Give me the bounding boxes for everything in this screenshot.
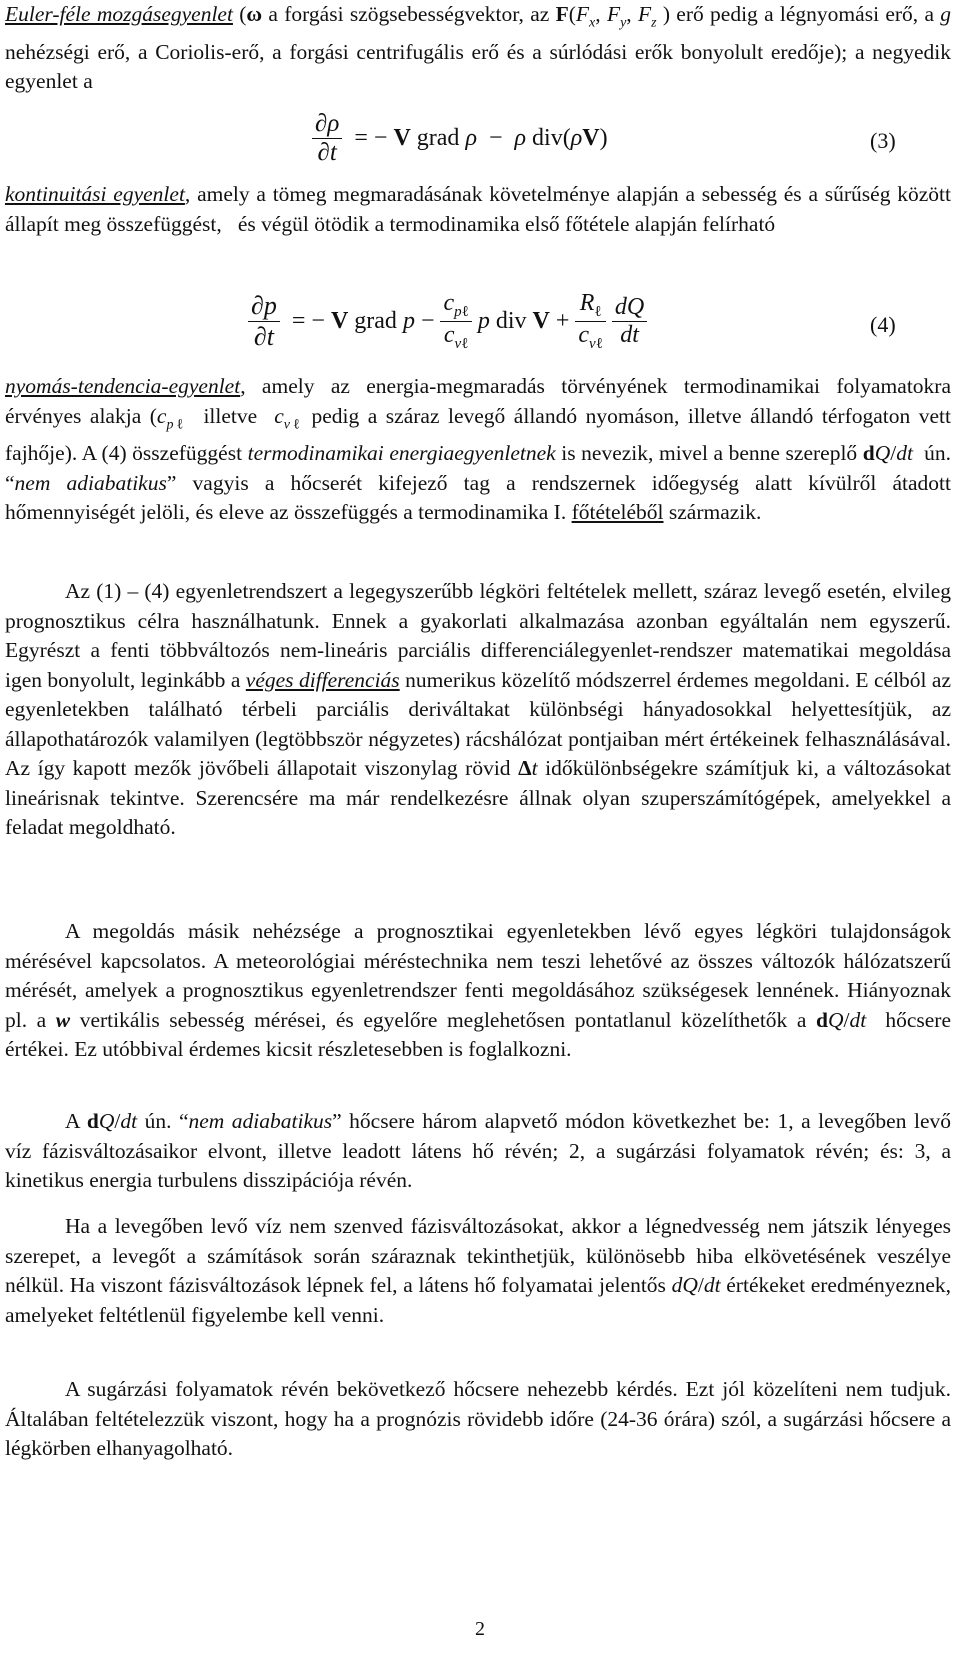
paragraph-kontinuitas: kontinuitási egyenlet, amely a tömeg megmaradásának követelménye alapján a sebesség és a sűrűség között állapít meg összefüggést, és végül ötödik a termodinamika első főtétele alapján felírható [5,182,951,236]
equation-3: $\frac{\partial\rho}{\partial t}$ = − V grad ρ − ρ div(ρV) (3) [0,110,960,174]
equation-4-number: (4) [870,312,896,337]
paragraph-nyomas-tendencia: nyomás-tendencia-egyenlet, amely az energia-megmaradás törvényének termodinamikai folyamatokra érvényes alakja ($c_{p\ell}$ illetve $c_{v\ell}$ pedig a száraz levegő állandó nyomáson, illetve állandó térfogaton vett fajhője). A (4) összefüggést termodinamikai energiaegyenletnek is nevezik, mivel a benne szereplő dQ/dt ún. “nem adiabatikus” vagyis a hőcserét kifejező tag a rendszernek időegység alatt kívülről átadott hőmennyiségét jelöli, és eleve az összefüggés a termodinamika I. főtételéből származik. [5,374,952,525]
page-number: 2 [475,1618,485,1640]
paragraph-egyenletrendszer: Az (1) – (4) egyenletrendszert a legegyszerűbb légköri feltételek mellett, száraz levegő esetén, elvileg prognosztikus célra használhatunk. Ennek a gyakorlati alkalmazása azonban egyáltalán nem egyszerű. Egyrészt a fenti többváltozós nem-lineáris parciális differenciálegyenlet-rendszer matematikai megoldása igen bonyolult, leginkább a véges differenciás numerikus közelítő módszerrel érdemes megoldani. E célból az egyenletekben található térbeli parciális deriváltakat különbségi hányadosokkal helyettesítjük, az állapothatározók valamilyen (legtöbbször négyzetes) rácshálózat pontjaiban mért értékeinek felhasználásával. Az így kapott mezők jövőbeli állapotait viszonylag rövid Δt időkülönbségekre számítjuk ki, a változásokat lineárisnak tekintve. Szerencsére ma már rendelkezésre állnak olyan szuperszámítógépek, amelyekkel a feladat megoldható. [5,579,952,839]
paragraph-sugarzas: A sugárzási folyamatok révén bekövetkező hőcsere nehezebb kérdés. Ezt jól közelíteni nem tudjuk. Általában feltételezzük viszont, hogy ha a prognózis rövidebb időre (24-36 órára) szól, a sugárzási hőcsere a légkörben elhanyagolható. [5,1377,951,1460]
paragraph-euler: Euler-féle mozgásegyenlet (ω a forgási szögsebességvektor, az $F(F_x$, $F_y$, $F_z$ ) erő pedig a légnyomási erő, a g nehézségi erő, a Coriolis-erő, a forgási centrifugális erő és a súrlódási erők bonyolult eredője); a negyedik egyenlet a [5,2,952,94]
paragraph-hocsere: A dQ/dt ún. “nem adiabatikus” hőcsere három alapvető módon következhet be: 1, a levegőben levő víz fázisváltozásaikor elvont, illetve leadott látens hő révén; 2, a sugárzási folyamatok révén; és: 3, a kinetikus energia turbulens disszipációja révén. [5,1109,951,1192]
equation-3-number: (3) [870,128,896,153]
paragraph-fazisvaltozas: Ha a levegőben levő víz nem szenved fázisváltozásokat, akkor a légnedvesség nem játszik lényeges szerepet, a levegőt a számítások során száraznak tekinthetjük, különösebb hiba elkövetésének veszélye nélkül. Ha viszont fázisváltozások lépnek fel, a látens hő folyamatai jelentős dQ/dt értékeket eredményeznek, amelyeket feltétlenül figyelembe kell venni. [5,1214,951,1327]
paragraph-meres: A megoldás másik nehézsége a prognosztikai egyenletekben lévő egyes légköri tulajdonságok mérésével kapcsolatos. A meteorológiai méréstechnika nem teszi lehetővé az összes változók hálózatszerű mérését, amelyek a prognosztikus egyenletrendszer fenti megoldásához szükségesek lennének. Hiányoznak pl. a w vertikális sebesség mérései, és egyelőre meglehetősen pontatlanul közelíthetők a dQ/dt hőcsere értékei. Ez utóbbival érdemes kicsit részletesebben is foglalkozni. [5,919,951,1061]
equation-4: $\frac{\partial p}{\partial t}$ = − V grad p − $\frac{c_{p\ell}}{c_{v\ell}}$ p div V + $\frac{R_\ell}{c_{v\ell}}$ $\frac{dQ}{dt}$ (4) [0,290,960,362]
